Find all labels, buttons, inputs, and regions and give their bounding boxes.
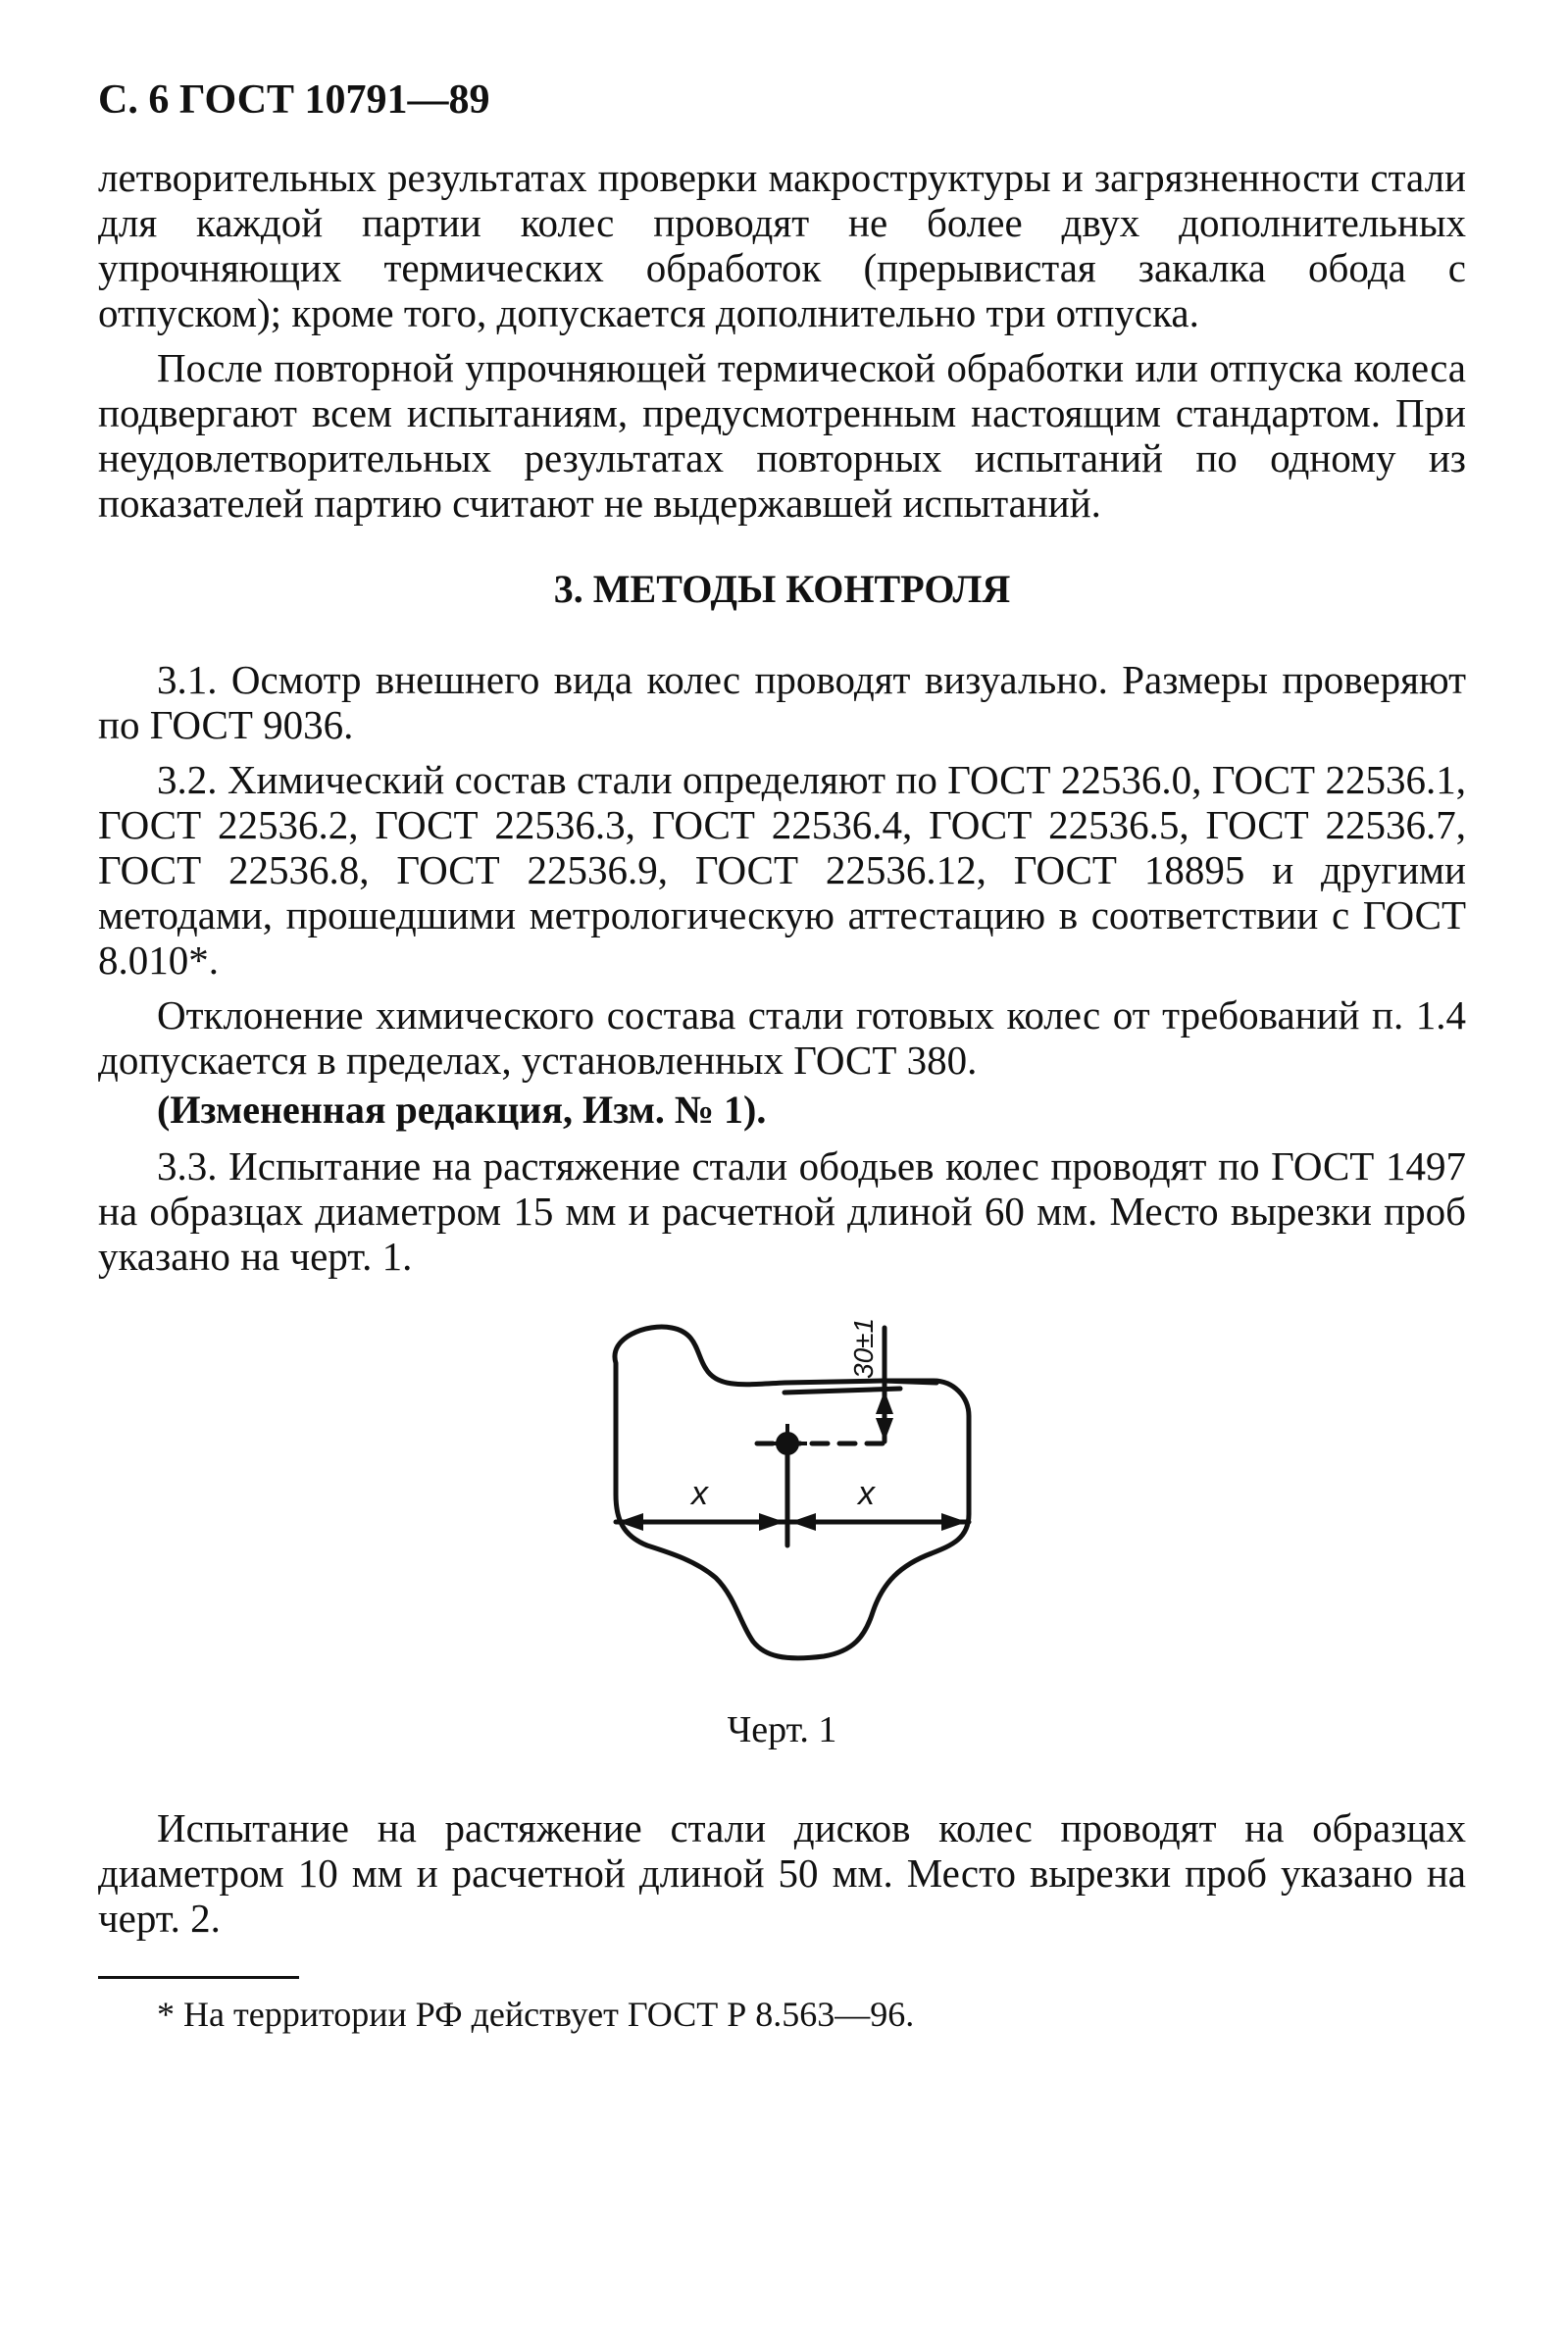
arrow-right-end: [941, 1513, 967, 1531]
rim-section-drawing: [98, 1318, 1466, 1696]
arrow-dim-top: [876, 1391, 893, 1414]
clause-3-1: 3.1. Осмотр внешнего вида колес проводят визуально. Размеры проверяют по ГОСТ 9036.: [98, 657, 1466, 747]
clause-3-2: 3.2. Химический состав стали определяют по ГОСТ 22536.0, ГОСТ 22536.1, ГОСТ 22536.2, ГОСТ 22536.3, ГОСТ 22536.4, ГОСТ 22536.5, ГОСТ 22536.7, ГОСТ 22536.8, ГОСТ 22536.9, ГОСТ 22536.12, ГОСТ 18895 и другими методами, прошедшими метрологическую аттестацию в соответствии с ГОСТ 8.010*.: [98, 757, 1466, 983]
page-header: С. 6 ГОСТ 10791—89: [98, 77, 490, 123]
arrow-center-left: [759, 1513, 784, 1531]
footnote: * На территории РФ действует ГОСТ Р 8.563—96.: [157, 1995, 915, 2034]
x-label-right: x: [858, 1475, 875, 1512]
arrow-center-right: [790, 1513, 816, 1531]
section-title: 3. МЕТОДЫ КОНТРОЛЯ: [553, 567, 1011, 611]
arrow-dim-bottom: [876, 1418, 893, 1442]
paragraph-disc-test: Испытание на растяжение стали дисков колес проводят на образцах диаметром 10 мм и расчетной длиной 50 мм. Место вырезки проб указано на черт. 2.: [98, 1805, 1466, 1941]
paragraph-continuation: летворительных результатах проверки макроструктуры и загрязненности стали для каждой партии колес проводят не более двух дополнительных упрочняющих термических обработок (прерывистая закалка обода с отпуском); кроме того, допускается дополнительно три отпуска.: [98, 155, 1466, 335]
flange-edge: [883, 1381, 936, 1383]
figure-1: [98, 1318, 1466, 1696]
rim-outline: [615, 1327, 969, 1658]
x-label-left: x: [691, 1475, 708, 1512]
clause-3-3: 3.3. Испытание на растяжение стали ободьев колес проводят по ГОСТ 1497 на образцах диаметром 15 мм и расчетной длиной 60 мм. Место вырезки проб указано на черт. 1.: [98, 1143, 1466, 1279]
document-page: [98, 71, 1466, 2036]
paragraph-deviation: Отклонение химического состава стали готовых колес от требований п. 1.4 допускается в пределах, установленных ГОСТ 380.: [98, 992, 1466, 1083]
paragraph-retest: После повторной упрочняющей термической обработки или отпуска колеса подвергают всем испытаниям, предусмотренным настоящим стандартом. При неудовлетворительных результатах повторных испытаний по одному из показателей партию считают не выдержавшей испытаний.: [98, 345, 1466, 526]
figure-caption: Черт. 1: [727, 1709, 837, 1750]
footnote-divider: [98, 1976, 299, 1979]
amendment-note: (Измененная редакция, Изм. № 1).: [157, 1088, 767, 1132]
dimension-label: 30±1: [848, 1318, 879, 1379]
